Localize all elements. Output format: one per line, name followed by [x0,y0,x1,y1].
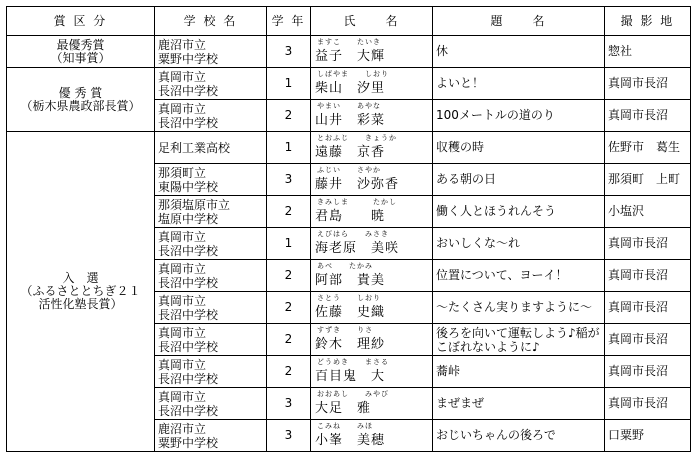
school-line: 長沼中学校 [158,403,219,418]
name-reading: こみね みほ [317,422,373,430]
grade-cell: 1 [267,228,311,260]
location-cell: 惣社 [605,36,691,68]
student-name-cell [311,324,433,356]
school-line: 那須塩原市立 [158,197,231,212]
school-line: 真岡市立 [158,101,207,116]
school-cell [155,164,267,196]
student-name: 海老原 美咲 [315,241,400,256]
grade-cell: 3 [267,36,311,68]
school-line: 長沼中学校 [158,275,219,290]
school-cell [155,100,267,132]
photo-title-cell: よいと！ [433,68,605,100]
location-cell: 真岡市長沼 [605,260,691,292]
photo-title-cell: 100メートルの道のり [433,100,605,132]
award-category-line: 活性化塾長賞） [38,297,123,311]
student-name-cell [311,388,433,420]
award-category-cell [7,68,155,132]
photo-title-cell: 後ろを向いて運転しよう♪稲がこぼれないように♪ [433,324,605,356]
location-cell: 真岡市長沼 [605,68,691,100]
student-name-cell [311,260,433,292]
location-cell: 真岡市長沼 [605,356,691,388]
table-row [7,132,691,164]
student-name: 百目鬼 大 [315,369,386,384]
name-reading: あべ たかみ [317,262,373,270]
award-category-line: 優 秀 賞 [58,85,103,100]
name-reading: おおあし みやび [317,390,389,398]
location-cell: 那須町 上町 [605,164,691,196]
photo-title-cell: おいしくな〜れ [433,228,605,260]
school-cell [155,196,267,228]
school-line: 長沼中学校 [158,307,219,322]
student-name-cell [311,356,433,388]
header-place: 撮 影 地 [605,7,691,36]
school-cell [155,292,267,324]
student-name: 君島 暁 [315,209,386,224]
school-line: 長沼中学校 [158,371,219,386]
photo-title-cell: ある朝の日 [433,164,605,196]
student-name-cell [311,196,433,228]
name-reading: どうめき まさる [317,358,389,366]
location-cell: 真岡市長沼 [605,388,691,420]
photo-title-cell: 収穫の時 [433,132,605,164]
table-row [7,36,691,68]
student-name: 佐藤 史織 [315,305,386,320]
school-line: 真岡市立 [158,261,207,276]
student-name: 小峯 美穂 [315,433,386,448]
location-cell: 口粟野 [605,420,691,452]
student-name: 藤井 沙弥香 [315,177,400,192]
name-reading: すずき りさ [317,326,374,334]
school-cell [155,260,267,292]
school-line: 真岡市立 [158,293,207,308]
school-line: 長沼中学校 [158,83,219,98]
table-row [7,68,691,100]
student-name-cell [311,36,433,68]
student-name-cell [311,68,433,100]
photo-title-cell: まぜまぜ [433,388,605,420]
location-cell: 真岡市長沼 [605,292,691,324]
location-cell: 真岡市長沼 [605,228,691,260]
award-category-line: （ふるさととちぎ２１ [20,284,141,298]
student-name: 大足 雅 [315,401,372,416]
award-category-line: （栃木県農政部長賞） [20,98,141,113]
photo-title-cell: 休 [433,36,605,68]
school-cell [155,324,267,356]
grade-cell: 1 [267,132,311,164]
location-cell: 小塩沢 [605,196,691,228]
grade-cell: 2 [267,356,311,388]
grade-cell: 2 [267,196,311,228]
school-line: 粟野中学校 [158,435,219,450]
table-body [7,36,691,452]
name-reading: やまい あやな [317,102,381,110]
photo-title-cell: 蕎峠 [433,356,605,388]
grade-cell: 3 [267,388,311,420]
student-name: 柴山 汐里 [315,81,386,96]
award-category-line: 最優秀賞 [56,37,105,52]
name-reading: とおふじ きょうか [317,134,397,142]
grade-cell: 2 [267,324,311,356]
name-reading: しばやま しおり [317,70,389,78]
student-name-cell [311,100,433,132]
school-line: 真岡市立 [158,389,207,404]
grade-cell: 3 [267,420,311,452]
header-award: 賞 区 分 [7,7,155,36]
header-grade: 学 年 [267,7,311,36]
name-reading: ふじい さやか [317,166,381,174]
student-name-cell [311,292,433,324]
header-title: 題 名 [433,7,605,36]
student-name: 阿部 貴美 [315,273,386,288]
school-line: 長沼中学校 [158,243,219,258]
student-name-cell [311,164,433,196]
school-line: 鹿沼市立 [158,421,207,436]
student-name-cell [311,420,433,452]
grade-cell: 2 [267,100,311,132]
photo-title-cell: 〜たくさん実りますように〜 [433,292,605,324]
school-line: 粟野中学校 [158,51,219,66]
header-name: 氏 名 [311,7,433,36]
name-reading: きみしま たかし [317,198,397,206]
school-line: 長沼中学校 [158,339,219,354]
student-name: 鈴木 理紗 [315,337,386,352]
location-cell: 真岡市長沼 [605,324,691,356]
school-line: 塩原中学校 [158,211,219,226]
award-category-cell [7,132,155,452]
location-cell: 真岡市長沼 [605,100,691,132]
grade-cell: 2 [267,260,311,292]
photo-title-cell: おじいちゃんの後ろで [433,420,605,452]
school-cell [155,132,267,164]
school-line: 鹿沼市立 [158,37,207,52]
award-category-cell [7,36,155,68]
school-cell [155,228,267,260]
grade-cell: 3 [267,164,311,196]
location-cell: 佐野市 葛生 [605,132,691,164]
school-line: 那須町立 [158,165,207,180]
school-cell [155,36,267,68]
school-line: 長沼中学校 [158,115,219,130]
grade-cell: 2 [267,292,311,324]
header-row [7,7,691,36]
name-reading: ますこ たいき [317,38,381,46]
school-cell [155,68,267,100]
school-cell [155,388,267,420]
student-name: 益子 大輝 [315,49,386,64]
photo-title-cell: 働く人とほうれんそう [433,196,605,228]
school-line: 真岡市立 [158,229,207,244]
student-name: 山井 彩菜 [315,113,386,128]
grade-cell: 1 [267,68,311,100]
name-reading: さとう しおり [317,294,381,302]
school-cell [155,356,267,388]
award-category-line: 入 選 [62,271,99,285]
student-name-cell [311,132,433,164]
school-line: 真岡市立 [158,325,207,340]
award-table [6,6,691,452]
school-line: 真岡市立 [158,69,207,84]
header-school: 学 校 名 [155,7,267,36]
student-name: 遠藤 京香 [315,145,386,160]
school-cell [155,420,267,452]
award-category-line: （知事賞） [50,50,111,65]
student-name-cell [311,228,433,260]
name-reading: えびはら みさき [317,230,389,238]
photo-title-cell: 位置について、ヨーイ！ [433,260,605,292]
school-line: 東陽中学校 [158,179,219,194]
school-line: 真岡市立 [158,357,207,372]
school-line: 足利工業高校 [158,140,231,155]
